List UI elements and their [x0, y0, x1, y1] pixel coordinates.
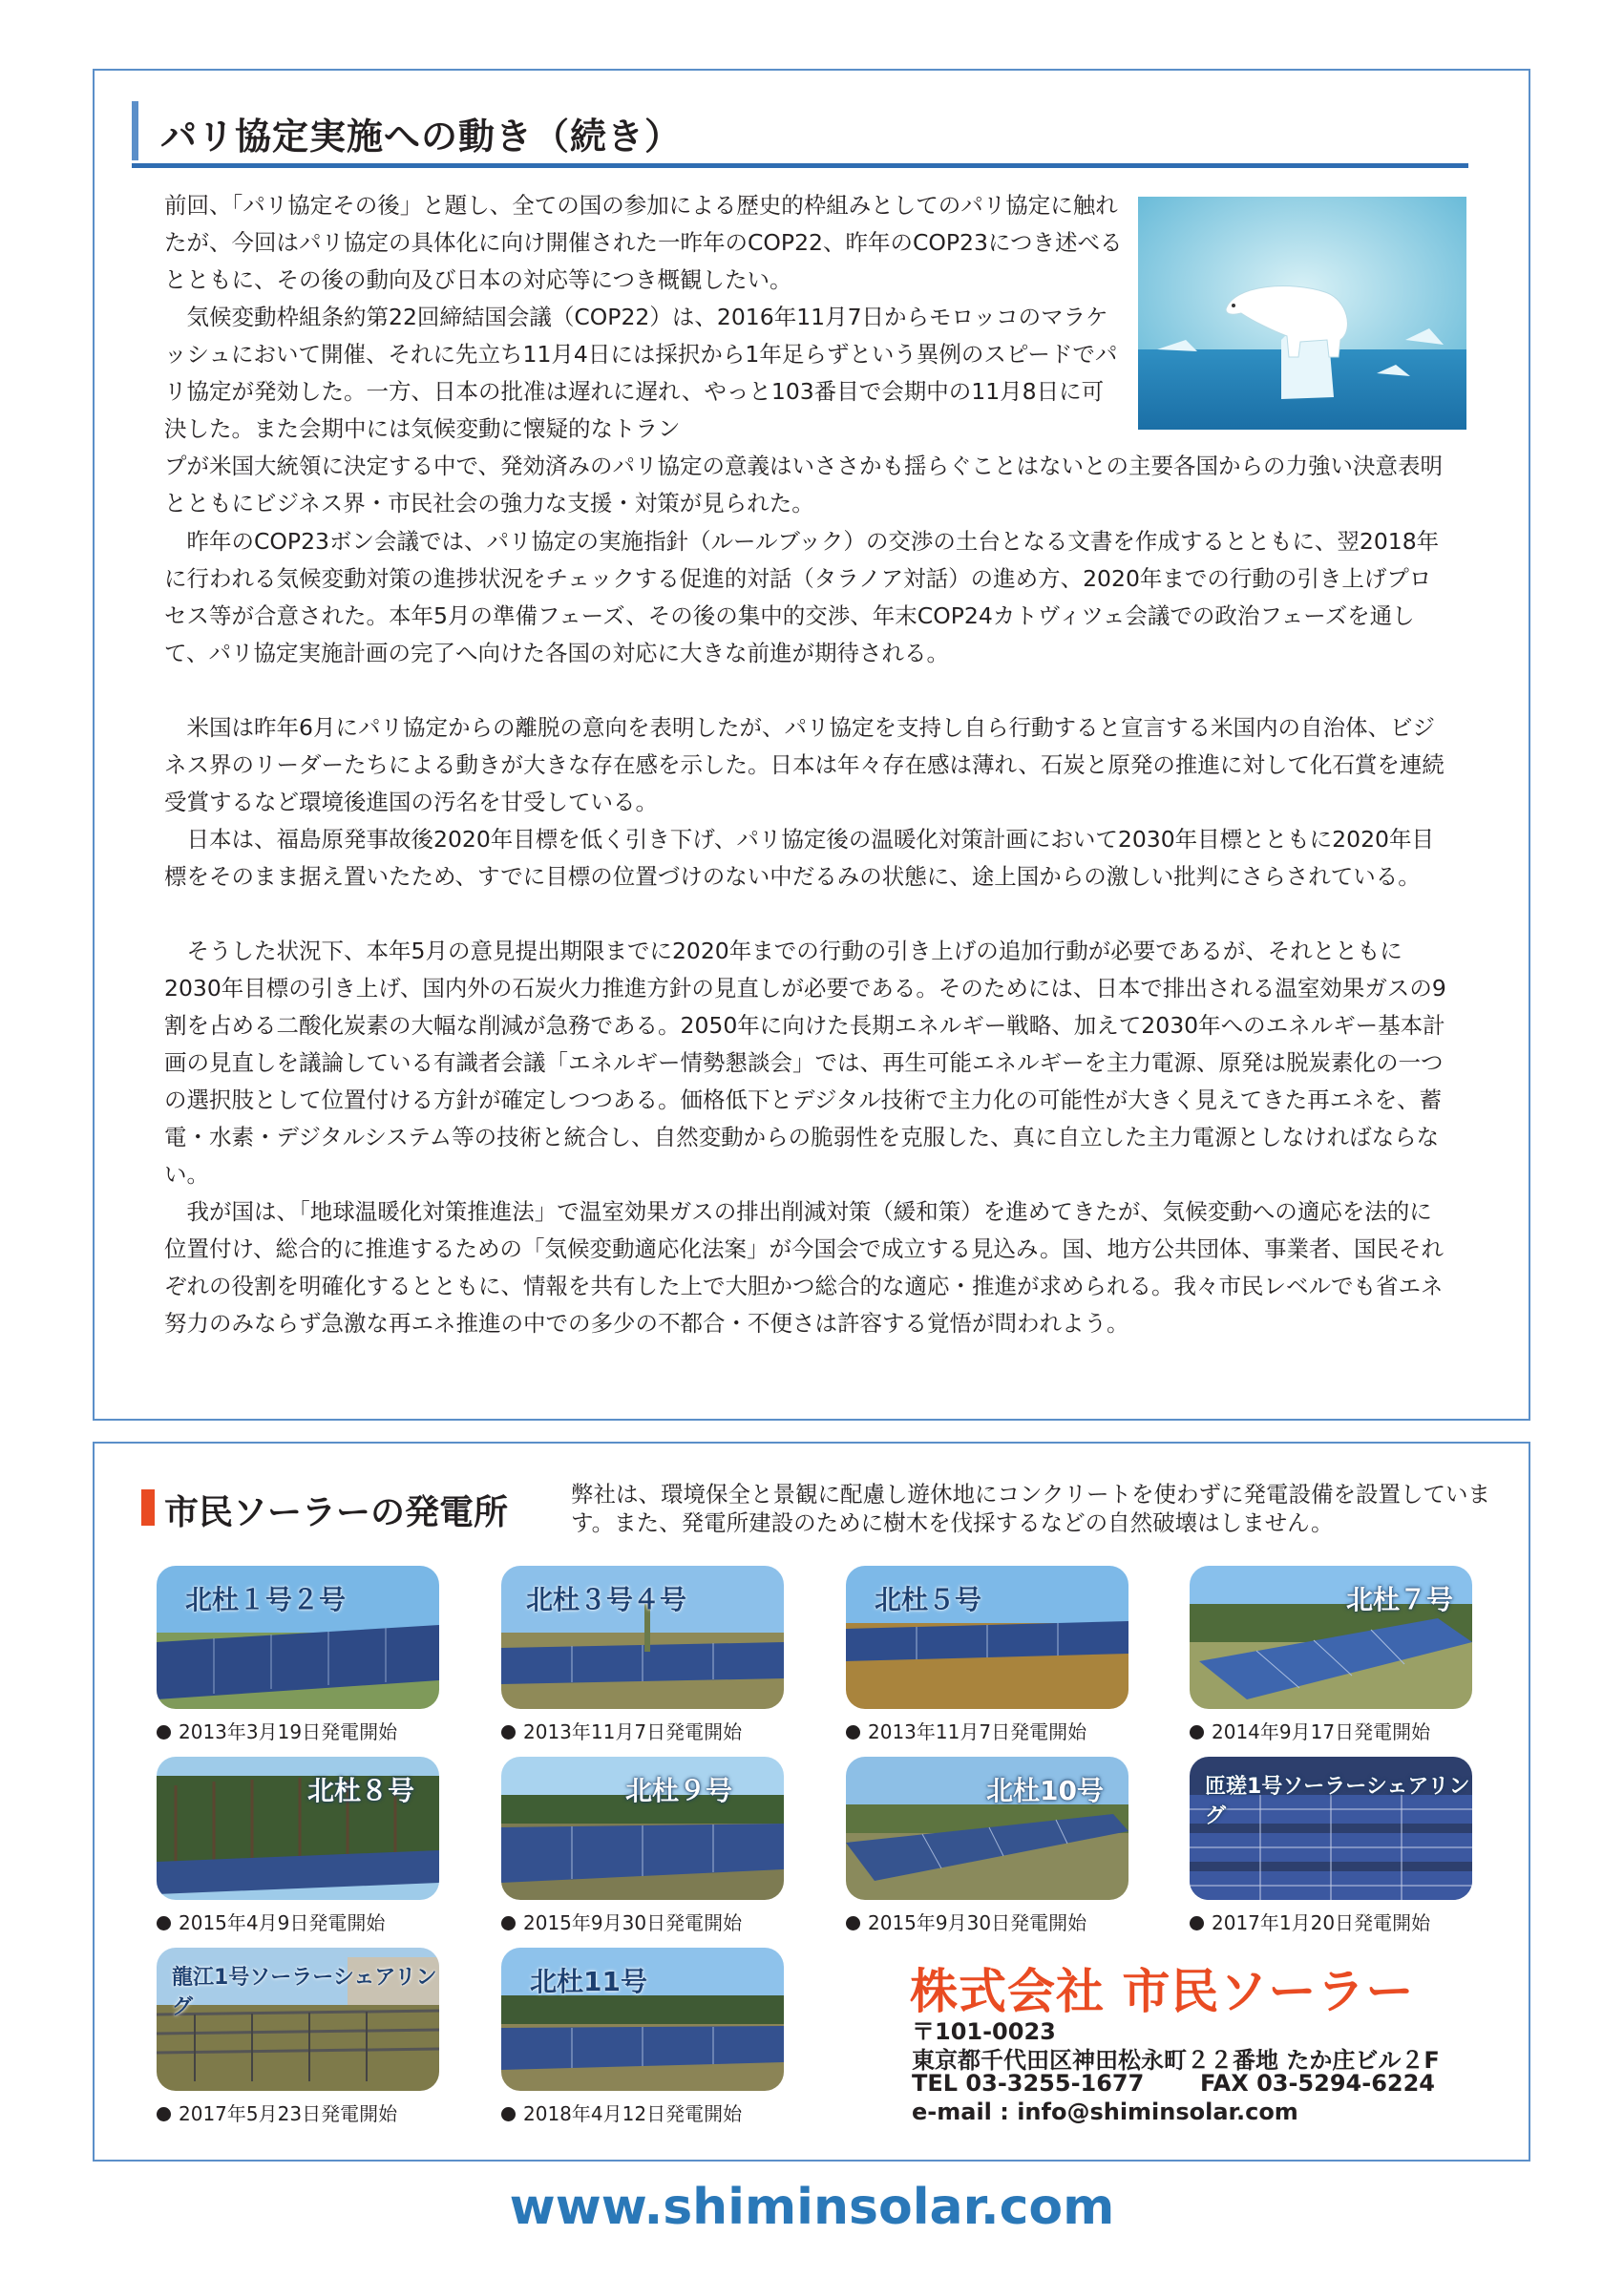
article-paragraph: 我が国は、「地球温暖化対策推進法」で温室効果ガスの排出削減対策（緩和策）を進めてきたが、気候変動への適応を法的に位置付け、総合的に推進するための「気候変動適応化法案」が今国会で成立する見込み。国、地方公共団体、事業者、国民それぞれの役割を明確化するとともに、情報を共有した上で大胆かつ総合的な適応・推進が求められる。我々市民レベルでも省エネ努力のみならず急激な再エネ推進の中での多少の不都合・不便さは許容する覚悟が問われよう。	[164, 1198, 1444, 1337]
plant-name: 北杜５号	[875, 1584, 982, 1615]
plant-photo	[157, 1948, 439, 2091]
plant-name: 匝瑳1号ソーラーシェアリング	[1205, 1775, 1470, 1828]
section-accent-bar	[141, 1489, 155, 1526]
plant-start-date: 2013年11月7日発電開始	[523, 1720, 743, 1743]
plant-photo	[157, 1757, 439, 1900]
plant-photo	[1190, 1566, 1472, 1709]
plant-start-date: 2018年4月12日発電開始	[523, 2102, 743, 2125]
bullet-icon	[157, 1916, 171, 1930]
company-address: 東京都千代田区神田松永町２２番地 たか庄ビル２F	[912, 2047, 1440, 2074]
plant-start-date: 2015年4月9日発電開始	[179, 1911, 386, 1934]
plant-name: 龍江1号ソーラーシェアリング	[172, 1966, 437, 2019]
plant-photo	[501, 1757, 784, 1900]
bullet-icon	[1190, 1916, 1204, 1930]
company-email[interactable]: e-mail : info@shiminsolar.com	[912, 2099, 1298, 2125]
plant-name: 北杜10号	[986, 1775, 1104, 1806]
plant-name: 北杜７号	[1345, 1584, 1453, 1615]
plant-name: 北杜９号	[625, 1775, 733, 1806]
plant-card	[846, 1566, 1128, 1744]
plant-name: 北杜１号２号	[185, 1584, 347, 1615]
article-paragraph: プが米国大統領に決定する中で、発効済みのパリ協定の意義はいささかも揺らぐことはないとの主要各国からの力強い決意表明とともにビジネス界・市民社会の強力な支援・対策が見られた。	[164, 453, 1444, 517]
plant-card	[157, 1948, 439, 2126]
company-name: 株式会社 市民ソーラー	[910, 1964, 1415, 2019]
section-title: 市民ソーラーの発電所	[164, 1493, 509, 1532]
article-title: パリ協定実施への動き（続き）	[160, 116, 683, 158]
section-description: 弊社は、環境保全と景観に配慮し遊休地にコンクリートを使わずに発電設備を設置しています。また、発電所建設のために樹木を伐採するなどの自然破壊はしません。	[571, 1481, 1491, 1536]
plant-card	[157, 1757, 439, 1935]
plant-photo	[846, 1566, 1128, 1709]
plant-photo	[1190, 1757, 1472, 1900]
company-postal: 〒101-0023	[912, 2018, 1056, 2045]
bullet-icon	[501, 1916, 516, 1930]
bullet-icon	[846, 1725, 860, 1740]
article-paragraph: そうした状況下、本年5月の意見提出期限までに2020年までの行動の引き上げの追加行動が必要であるが、それとともに2030年目標の引き上げ、国内外の石炭火力推進方針の見直しが必要である。そのためには、日本で排出される温室効果ガスの9割を占める二酸化炭素の大幅な削減が急務である。2050年に向けた長期エネルギー戦略、加えて2030年へのエネルギー基本計画の見直しを議論している有識者会議「エネルギー情勢懇談会」では、再生可能エネルギーを主力電源、原発は脱炭素化の一つの選択肢として位置付ける方針が確定しつつある。価格低下とデジタル技術で主力化の可能性が大きく見えてきた再エネを、蓄電・水素・デジタルシステム等の技術と統合し、自然変動からの脆弱性を克服した、真に自立した主力電源としなければならない。	[164, 938, 1446, 1188]
plant-name: 北杜３号４号	[526, 1584, 687, 1615]
article-paragraph: 米国は昨年6月にパリ協定からの離脱の意向を表明したが、パリ協定を支持し自ら行動すると宣言する米国内の自治体、ビジネス界のリーダーたちによる動きが大きな存在感を示した。日本は年々存在感は薄れ、石炭と原発の推進に対して化石賞を連続受賞するなど環境後進国の汚名を甘受している。	[164, 714, 1445, 815]
plant-name: 北杜11号	[530, 1966, 647, 1997]
company-fax: FAX 03-5294-6224	[1200, 2070, 1435, 2097]
plant-start-date: 2015年9月30日発電開始	[523, 1911, 743, 1934]
bullet-icon	[157, 1725, 171, 1740]
company-tel: TEL 03-3255-1677	[912, 2070, 1145, 2097]
plant-card	[1190, 1566, 1472, 1744]
article-paragraph: 気候変動枠組条約第22回締結国会議（COP22）は、2016年11月7日からモロッコのマラケッシュにおいて開催、それに先立ち11月4日には採択から1年足らずという異例のスピードでパリ協定が発効した。一方、日本の批准は遅れに遅れ、やっと103番目で会期中の11月8日に可決した。また会期中には気候変動に懐疑的なトラン	[164, 304, 1118, 442]
plant-name: 北杜８号	[306, 1775, 414, 1806]
bullet-icon	[1190, 1725, 1204, 1740]
plant-start-date: 2017年5月23日発電開始	[179, 2102, 398, 2125]
website-url[interactable]: www.shiminsolar.com	[509, 2179, 1115, 2236]
bullet-icon	[157, 2107, 171, 2121]
plant-photo	[846, 1757, 1128, 1900]
bullet-icon	[501, 2107, 516, 2121]
plant-start-date: 2013年11月7日発電開始	[868, 1720, 1087, 1743]
heading-underline	[132, 163, 1468, 168]
article-paragraph: 日本は、福島原発事故後2020年目標を低く引き下げ、パリ協定後の温暖化対策計画において2030年目標とともに2020年目標をそのまま据え置いたため、すでに目標の位置づけのない中だるみの状態に、途上国からの激しい批判にさらされている。	[164, 826, 1434, 890]
article-paragraph: 前回、「パリ協定その後」と題し、全ての国の参加による歴史的枠組みとしてのパリ協定に触れたが、今回はパリ協定の具体化に向け開催された一昨年のCOP22、昨年のCOP23につき述べるとともに、その後の動向及び日本の対応等につき概観したい。	[164, 192, 1123, 293]
heading-accent-bar	[132, 101, 138, 160]
plant-start-date: 2017年1月20日発電開始	[1212, 1911, 1431, 1934]
plant-card	[157, 1566, 439, 1744]
plant-card	[846, 1757, 1128, 1935]
plant-photo	[501, 1566, 784, 1709]
plant-card	[501, 1757, 784, 1935]
plant-photo	[157, 1566, 439, 1709]
plant-card	[501, 1948, 784, 2126]
bullet-icon	[846, 1916, 860, 1930]
plant-photo	[501, 1948, 784, 2091]
plant-card	[1190, 1757, 1472, 1935]
article-paragraph: 昨年のCOP23ボン会議では、パリ協定の実施指針（ルールブック）の交渉の土台となる文書を作成するとともに、翌2018年に行われる気候変動対策の進捗状況をチェックする促進的対話（タラノア対話）の進め方、2020年までの行動の引き上げプロセス等が合意された。本年5月の準備フェーズ、その後の集中的交渉、年末COP24カトヴィツェ会議での政治フェーズを通して、パリ協定実施計画の完了へ向けた各国の対応に大きな前進が期待される。	[164, 528, 1440, 666]
plant-start-date: 2015年9月30日発電開始	[868, 1911, 1087, 1934]
polar-bear-illustration	[1138, 197, 1466, 430]
plant-start-date: 2014年9月17日発電開始	[1212, 1720, 1431, 1743]
plant-start-date: 2013年3月19日発電開始	[179, 1720, 398, 1743]
plant-card	[501, 1566, 784, 1744]
bullet-icon	[501, 1725, 516, 1740]
